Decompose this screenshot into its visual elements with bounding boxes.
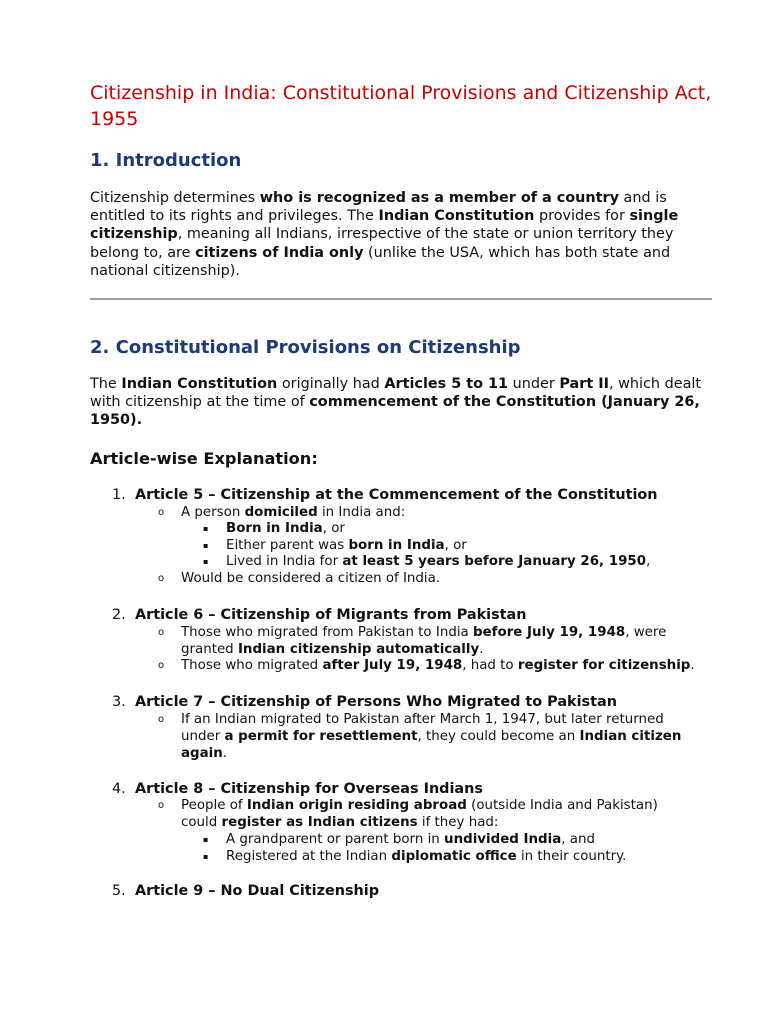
text-run: Those who migrated from Pakistan to India	[181, 625, 474, 640]
hollow-bullet-icon: o	[158, 660, 165, 671]
bold-run: before July 19, 1948	[473, 625, 626, 640]
text-run: , meaning all Indians, irrespective of the state or union territory they belong to, are	[90, 226, 674, 261]
text-run: The	[90, 376, 122, 392]
list-item	[181, 625, 721, 659]
text-run: Either parent was	[226, 538, 349, 553]
square-bullet-icon: ▪	[203, 835, 209, 844]
text-run: .	[690, 658, 695, 673]
bold-run: Indian citizenship automatically	[237, 641, 480, 657]
bold-run: who is recognized as a member of a country	[259, 190, 619, 206]
list-item: Would be considered a citizen of India.	[181, 571, 441, 586]
text-run: , or	[322, 521, 345, 536]
bold-run: commencement of the Constitution (January 26, 1950).	[90, 394, 700, 429]
article-title: Article 6 – Citizenship of Migrants from Pakistan	[135, 607, 527, 623]
article-wise-subheading: Article-wise Explanation:	[90, 449, 318, 468]
list-item	[181, 505, 721, 522]
text-run: under	[508, 376, 560, 392]
text-run: , had to	[462, 658, 518, 673]
text-run: A grandparent or parent born in	[226, 832, 445, 847]
text-run: Those who migrated	[181, 658, 323, 673]
bold-run: Indian origin residing abroad	[246, 798, 467, 813]
article-title: Article 9 – No Dual Citizenship	[135, 883, 380, 899]
text-run: ,	[646, 554, 651, 569]
list-number: 2.	[112, 607, 126, 623]
text-run: (outside India and Pakistan) could	[181, 798, 658, 830]
list-item	[226, 554, 726, 571]
list-item	[226, 849, 726, 866]
hollow-bullet-icon: o	[158, 507, 165, 518]
hollow-bullet-icon: o	[158, 714, 165, 725]
square-bullet-icon: ▪	[203, 852, 209, 861]
bold-run: at least 5 years before January 26, 1950	[342, 554, 647, 569]
text-run: , or	[444, 538, 467, 553]
list-item	[226, 538, 726, 555]
bold-run: born in India	[348, 538, 445, 553]
document-title: Citizenship in India: Constitutional Provisions and Citizenship Act, 1955	[90, 82, 712, 130]
text-run: if they had:	[417, 814, 499, 830]
hollow-bullet-icon: o	[158, 627, 165, 638]
bold-run: single citizenship	[90, 208, 679, 243]
text-run: Registered at the Indian	[226, 849, 392, 864]
text-run: , and	[561, 832, 595, 847]
text-run: in their country.	[516, 849, 627, 864]
section-heading-constitutional-provisions: 2. Constitutional Provisions on Citizenship	[90, 337, 521, 358]
section-heading-introduction: 1. Introduction	[90, 150, 242, 171]
text-run: provides for	[534, 208, 630, 225]
hollow-bullet-icon: o	[158, 800, 165, 811]
text-run: Lived in India for	[226, 554, 343, 569]
bold-run: Articles 5 to 11	[384, 376, 509, 392]
text-run: If an Indian migrated to Pakistan after March 1, 1947, but later returned under	[181, 712, 664, 744]
bold-run: Indian Constitution	[121, 376, 278, 392]
article-title: Article 8 – Citizenship for Overseas Indians	[135, 781, 483, 797]
list-number: 5.	[112, 883, 126, 899]
text-run: , were granted	[181, 625, 667, 657]
bold-run: after July 19, 1948	[322, 658, 463, 673]
text-run: originally had	[277, 376, 385, 392]
list-number: 3.	[112, 694, 126, 710]
text-run: (unlike the USA, which has both state and national citizenship).	[90, 244, 671, 279]
text-run: , they could become an	[417, 728, 580, 744]
bold-run: Part II	[559, 376, 609, 392]
bold-run: register as Indian citizens	[221, 814, 418, 830]
hollow-bullet-icon: o	[158, 573, 165, 584]
list-item	[181, 658, 721, 675]
article-title: Article 7 – Citizenship of Persons Who Migrated to Pakistan	[135, 694, 617, 710]
bold-run: diplomatic office	[391, 849, 517, 864]
list-number: 1.	[112, 487, 126, 503]
list-item	[181, 712, 706, 762]
text-run: in India and:	[317, 505, 406, 520]
bold-run: citizens of India only	[195, 244, 364, 261]
bold-run: Born in India	[226, 521, 323, 536]
text-run: and is entitled to its rights and privileges. The	[90, 190, 667, 225]
square-bullet-icon: ▪	[203, 557, 209, 566]
list-item	[181, 798, 691, 832]
text-run: A person	[181, 505, 245, 520]
bold-run: domiciled	[244, 505, 318, 520]
text-run: .	[479, 641, 484, 657]
square-bullet-icon: ▪	[203, 524, 209, 533]
list-item	[226, 521, 726, 538]
bold-run: a permit for resettlement	[224, 728, 418, 744]
square-bullet-icon: ▪	[203, 541, 209, 550]
list-number: 4.	[112, 781, 126, 797]
text-run: , which dealt with citizenship at the time of	[90, 376, 702, 411]
text-run: People of	[181, 798, 247, 813]
bold-run: Indian Constitution	[378, 208, 535, 225]
bold-run: Indian citizen again	[181, 728, 682, 761]
article-title: Article 5 – Citizenship at the Commencement of the Constitution	[135, 487, 658, 503]
text-run: Citizenship determines	[90, 190, 260, 206]
provisions-paragraph	[90, 375, 715, 430]
bold-run: undivided India	[444, 832, 562, 847]
intro-paragraph	[90, 189, 715, 280]
list-item	[226, 832, 726, 849]
bold-run: register for citizenship	[517, 658, 691, 673]
section-divider	[90, 298, 712, 300]
text-run: .	[222, 745, 228, 761]
